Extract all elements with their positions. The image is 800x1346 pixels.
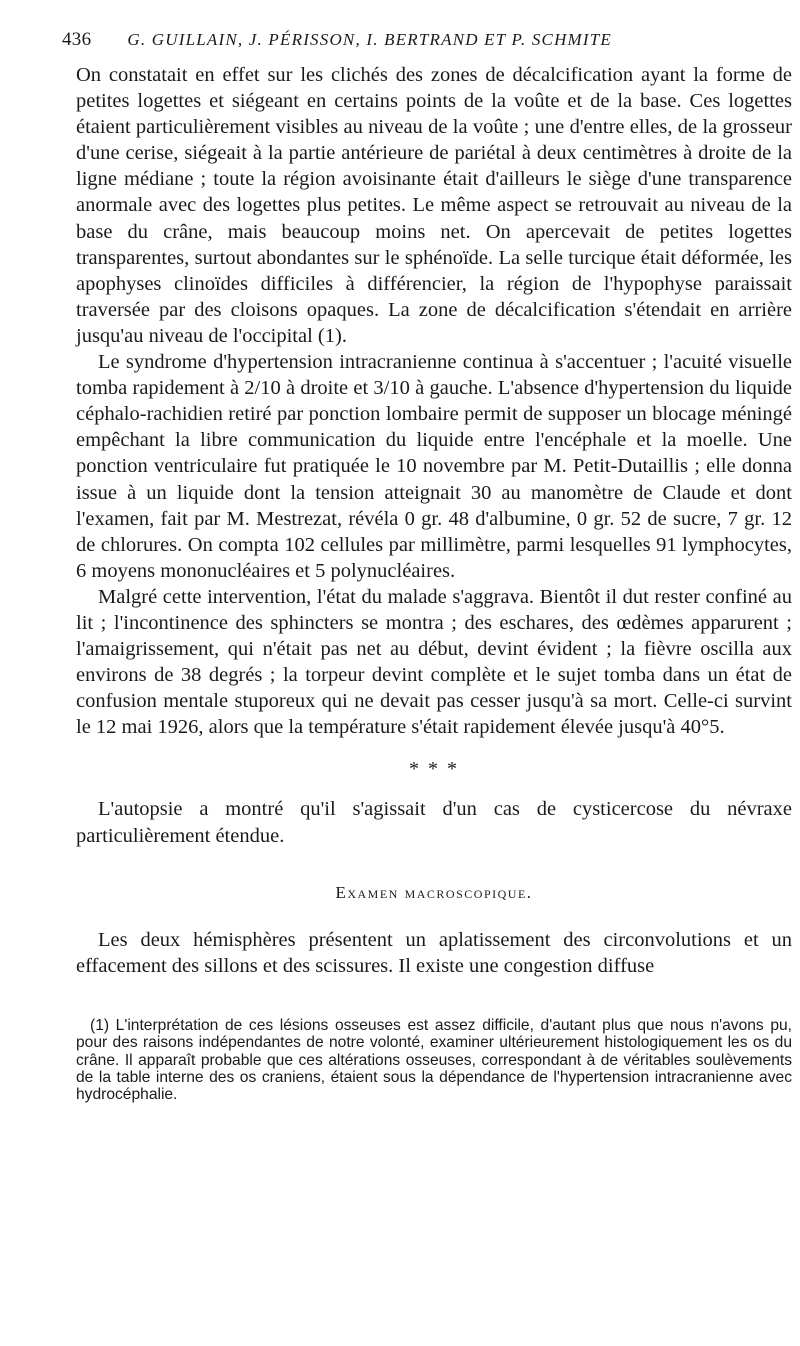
page-number: 436: [62, 29, 92, 50]
paragraph-aggravation: Malgré cette intervention, l'état du malade s'aggrava. Bientôt il dut rester confiné au lit ; l'incontinence des sphincters se montra ; des eschares, des œdèmes apparurent ; l'amaigrissement, qui n'était pas net au début, devint évident ; la fièvre oscilla aux environs de 38 degrés ; la torpeur devint complète et le sujet tomba dans un état de confusion mentale stuporeux qui ne devait pas cesser jusqu'à sa mort. Celle-ci survint le 12 mai 1926, alors que la température s'était rapidement élevée jusqu'à 40°5.: [76, 585, 792, 739]
paragraph-radiology: On constatait en effet sur les clichés des zones de décalcification ayant la forme de petites logettes et siégeant en certains points de la voûte et de la base. Ces logettes étaient particulièrement visibles au niveau de la voûte ; une d'entre elles, de la grosseur d'une cerise, siégeait à la partie antérieure de pariétal à deux centimètres à droite de la ligne médiane ; toute la région avoisinante était d'ailleurs le siège d'une transparence anormale avec des logettes plus petites. Le même aspect se retrouvait au niveau de la base du crâne, mais beaucoup moins net. On apercevait de petites logettes transparentes, surtout abondantes sur le sphénoïde. La selle turcique était déformée, les apophyses clinoïdes difficiles à différencier, la région de l'hypophyse paraissait traversée par des cloisons opaques. La zone de décalcification s'étendait en arrière jusqu'au niveau de l'occipital (1).: [76, 64, 792, 347]
running-title: G. GUILLAIN, J. PÉRISSON, I. BERTRAND ET P. SCHMITE: [127, 30, 613, 49]
paragraph-autopsy: L'autopsie a montré qu'il s'agissait d'un cas de cysticercose du névraxe particulièrement étendue.: [76, 798, 792, 847]
asterism-separator: * * *: [409, 758, 459, 781]
section-heading: Examen macroscopique.: [335, 882, 533, 902]
paragraph-hypertension: Le syndrome d'hypertension intracranienne continua à s'accentuer ; l'acuité visuelle tomba rapidement à 2/10 à droite et 3/10 à gauche. L'absence d'hypertension du liquide céphalo-rachidien retiré par ponction lombaire permit de supposer un blocage méningé empêchant la libre communication du liquide entre l'encéphale et la moelle. Une ponction ventriculaire fut pratiquée le 10 novembre par M. Petit-Dutaillis ; elle donna issue à un liquide dont la tension atteignait 30 au manomètre de Claude et dont l'examen, fait par M. Mestrezat, révéla 0 gr. 48 d'albumine, 0 gr. 52 de sucre, 7 gr. 12 de chlorures. On compta 102 cellules par millimètre, parmi lesquelles 91 lymphocytes, 6 moyens mononucléaires et 5 polynucléaires.: [76, 351, 792, 582]
running-head: [62, 28, 792, 52]
paragraph-macroscopic: Les deux hémisphères présentent un aplatissement des circonvolutions et un effacement des sillons et des scissures. Il existe une congestion diffuse: [76, 928, 792, 977]
footnote: (1) L'interprétation de ces lésions osseuses est assez difficile, d'autant plus que nous n'avons pu, pour des raisons indépendantes de notre volonté, examiner ultérieurement histologiquement les os du crâne. Il apparaît probable que ces altérations osseuses, correspondant à de véritables soulèvements de la table interne des os craniens, étaient sous la dépendance de l'hypertension intracranienne avec hydrocéphalie.: [76, 1016, 792, 1104]
page: [62, 28, 792, 1104]
